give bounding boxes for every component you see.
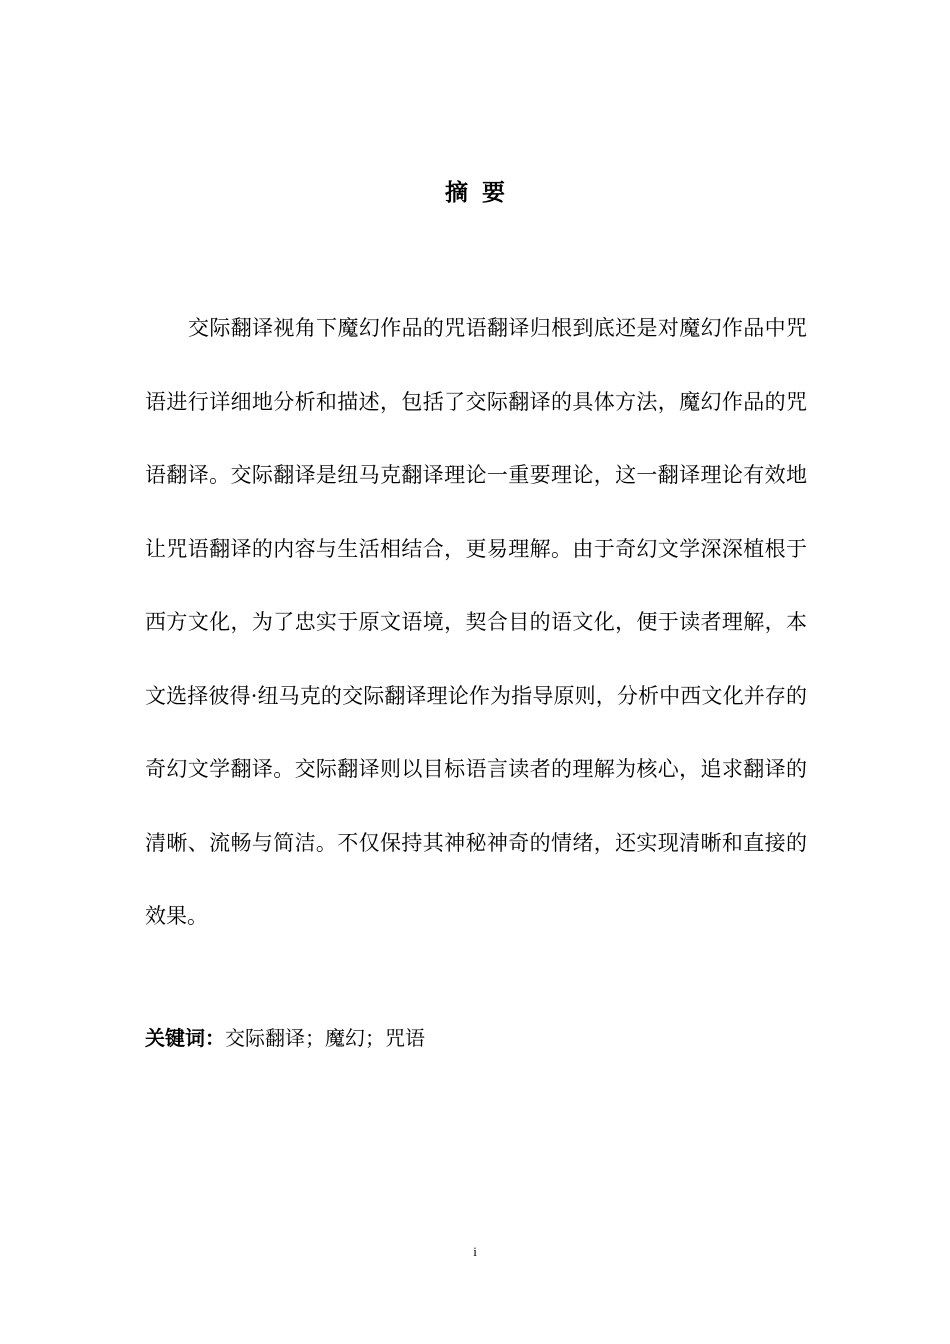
- page-number: i: [473, 1244, 477, 1259]
- keywords-value: 交际翻译；魔幻；咒语: [225, 1026, 425, 1050]
- keywords-separator: ：: [205, 1026, 225, 1050]
- page-title: 摘要: [445, 180, 519, 206]
- keywords-line: [145, 1022, 807, 1054]
- abstract-paragraph: 交际翻译视角下魔幻作品的咒语翻译归根到底还是对魔幻作品中咒语进行详细地分析和描述，包括了交际翻译的具体方法，魔幻作品的咒语翻译。交际翻译是纽马克翻译理论一重要理论，这一翻译理论有效地让咒语翻译的内容与生活相结合，更易理解。由于奇幻文学深深植根于西方文化，为了忠实于原文语境，契合目的语文化，便于读者理解，本文选择彼得·纽马克的交际翻译理论作为指导原则，分析中西文化并存的奇幻文学翻译。交际翻译则以目标语言读者的理解为核心，追求翻译的清晰、流畅与简洁。不仅保持其神秘神奇的情绪，还实现清晰和直接的效果。: [145, 316, 807, 928]
- keywords-label: 关键词: [145, 1026, 205, 1050]
